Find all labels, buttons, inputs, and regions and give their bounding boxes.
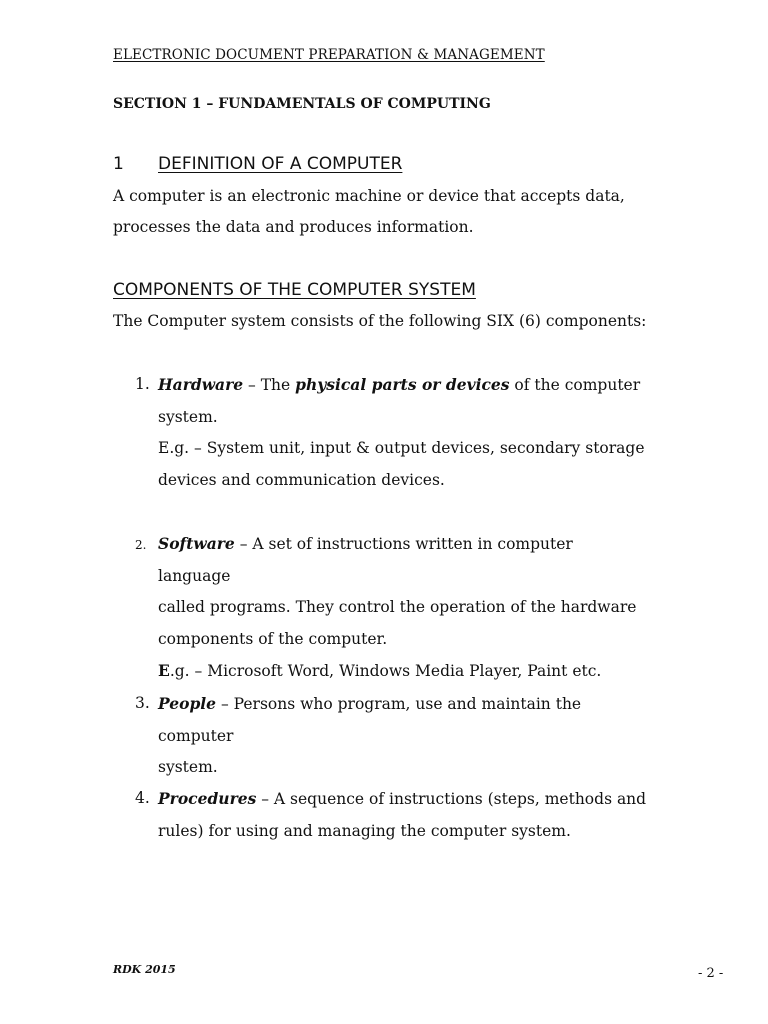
definition-line: processes the data and produces information. (113, 218, 474, 236)
heading-title: DEFINITION OF A COMPUTER (158, 154, 403, 174)
list-item-line: components of the computer. (158, 629, 388, 648)
footer-left: RDK 2015 (113, 963, 176, 976)
components-intro: The Computer system consists of the following SIX (6) components: (113, 312, 647, 330)
list-item-line: called programs. They control the operation of the hardware (158, 598, 637, 616)
term-people: People (158, 694, 217, 713)
list-item-line: People – Persons who program, use and maintain the computer (158, 694, 582, 745)
list-item-people (158, 688, 648, 784)
list-item-line: Procedures – A sequence of instructions (steps, methods and (158, 789, 647, 808)
list-item-software (158, 528, 648, 688)
definition-paragraph (113, 181, 625, 243)
list-item-number: 2. (135, 538, 147, 552)
running-header: ELECTRONIC DOCUMENT PREPARATION & MANAGEMENT (113, 47, 545, 63)
list-item-number: 3. (135, 694, 150, 712)
definition-line: A computer is an electronic machine or device that accepts data, (113, 187, 625, 205)
list-item-procedures (158, 783, 648, 847)
list-item-line: E.g. – Microsoft Word, Windows Media Player, Paint etc. (158, 661, 602, 680)
list-item-line: E.g. – System unit, input & output devices, secondary storage (158, 439, 645, 457)
heading-number: 1 (113, 154, 124, 174)
term-software: Software (158, 534, 235, 553)
list-item-line: Hardware – The physical parts or devices of the computer (158, 375, 641, 394)
list-item-line: devices and communication devices. (158, 470, 445, 489)
term-hardware: Hardware (158, 375, 244, 394)
list-item-line: system. (158, 407, 218, 426)
emphasis-text: physical parts or devices (295, 375, 510, 394)
list-item-hardware (158, 369, 648, 496)
page-number: - 2 - (698, 966, 724, 981)
section-title: SECTION 1 – FUNDAMENTALS OF COMPUTING (113, 96, 491, 112)
components-heading: COMPONENTS OF THE COMPUTER SYSTEM (113, 280, 476, 300)
list-item-line: rules) for using and managing the computer system. (158, 821, 571, 840)
list-item-line: system. (158, 758, 218, 776)
list-item-line: Software – A set of instructions written in computer language (158, 534, 573, 585)
list-item-number: 4. (135, 789, 150, 807)
term-procedures: Procedures (158, 789, 257, 808)
list-item-number: 1. (135, 375, 150, 393)
